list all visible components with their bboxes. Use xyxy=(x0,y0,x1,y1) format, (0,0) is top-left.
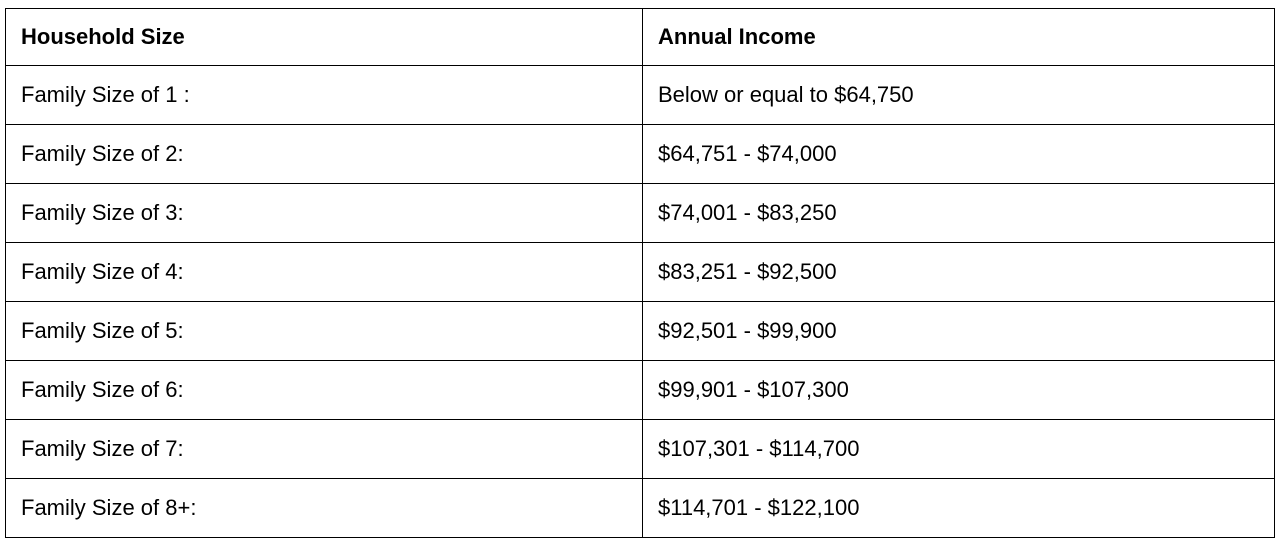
annual-income-cell: $74,001 - $83,250 xyxy=(643,184,1275,243)
table-body xyxy=(6,66,1275,538)
table-row xyxy=(6,302,1275,361)
table-row xyxy=(6,125,1275,184)
header-row xyxy=(6,9,1275,66)
table-row xyxy=(6,243,1275,302)
annual-income-cell: $114,701 - $122,100 xyxy=(643,479,1275,538)
header-household-size: Household Size xyxy=(6,9,643,66)
table-row xyxy=(6,184,1275,243)
household-size-cell: Family Size of 5: xyxy=(6,302,643,361)
annual-income-cell: Below or equal to $64,750 xyxy=(643,66,1275,125)
household-size-cell: Family Size of 4: xyxy=(6,243,643,302)
annual-income-cell: $83,251 - $92,500 xyxy=(643,243,1275,302)
annual-income-cell: $92,501 - $99,900 xyxy=(643,302,1275,361)
table-row xyxy=(6,361,1275,420)
annual-income-cell: $64,751 - $74,000 xyxy=(643,125,1275,184)
household-size-cell: Family Size of 6: xyxy=(6,361,643,420)
income-table xyxy=(5,8,1275,538)
household-size-cell: Family Size of 1 : xyxy=(6,66,643,125)
table-row xyxy=(6,420,1275,479)
household-size-cell: Family Size of 3: xyxy=(6,184,643,243)
table-row xyxy=(6,479,1275,538)
header-annual-income: Annual Income xyxy=(643,9,1275,66)
table-row xyxy=(6,66,1275,125)
annual-income-cell: $99,901 - $107,300 xyxy=(643,361,1275,420)
household-size-cell: Family Size of 7: xyxy=(6,420,643,479)
table-header xyxy=(6,9,1275,66)
household-size-cell: Family Size of 8+: xyxy=(6,479,643,538)
household-size-cell: Family Size of 2: xyxy=(6,125,643,184)
annual-income-cell: $107,301 - $114,700 xyxy=(643,420,1275,479)
